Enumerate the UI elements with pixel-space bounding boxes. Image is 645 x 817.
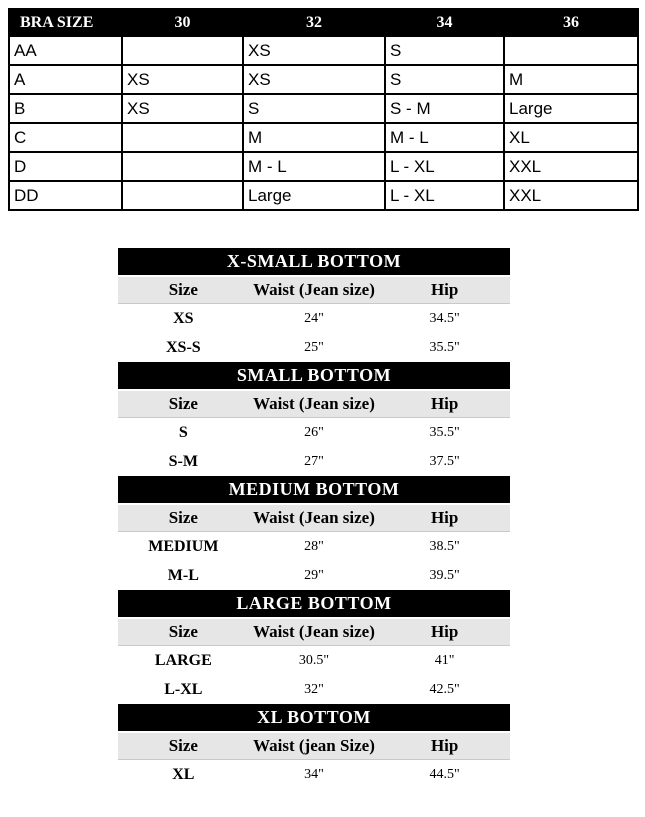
column-header-size: Size [168,280,198,299]
waist-cell: 34" [304,766,324,782]
table-row [118,447,510,476]
bra-row-c [9,123,638,152]
bra-size-header-32: 32 [243,9,385,36]
bottom-table-xsmall [118,248,510,362]
cup-label: A [9,65,122,94]
column-header-row [118,277,510,304]
table-title: MEDIUM BOTTOM [118,476,510,503]
table-row [118,418,510,447]
bra-size-header-label: BRA SIZE [9,9,122,36]
column-header-waist: Waist (Jean size) [253,394,375,413]
table-title: XL BOTTOM [118,704,510,731]
table-title: SMALL BOTTOM [118,362,510,389]
cup-label: D [9,152,122,181]
size-cell: S [243,94,385,123]
column-header-waist: Waist (jean Size) [253,736,375,755]
size-cell: XS [243,36,385,65]
size-cell: XS [173,309,194,327]
size-cell [122,152,243,181]
table-row [118,333,510,362]
hip-cell: 44.5" [429,766,460,782]
bottom-table-large [118,590,510,704]
cup-label: B [9,94,122,123]
column-header-row [118,505,510,532]
bra-size-header-34: 34 [385,9,504,36]
table-row [118,675,510,704]
size-cell: M - L [385,123,504,152]
bra-size-header-30: 30 [122,9,243,36]
size-cell: M [504,65,638,94]
bra-row-d [9,152,638,181]
column-header-row [118,391,510,418]
table-row [118,532,510,561]
waist-cell: 27" [304,453,324,469]
waist-cell: 29" [304,567,324,583]
waist-cell: 28" [304,538,324,554]
column-header-hip: Hip [430,394,459,413]
column-header-waist: Waist (Jean size) [253,280,375,299]
bra-size-header-row [9,9,638,36]
bottom-table-small [118,362,510,476]
column-header-hip: Hip [430,622,459,641]
hip-cell: 42.5" [429,681,460,697]
column-header-waist: Waist (Jean size) [253,508,375,527]
cup-label: DD [9,181,122,210]
table-title: X-SMALL BOTTOM [118,248,510,275]
bra-size-header-36: 36 [504,9,638,36]
size-cell: L - XL [385,181,504,210]
size-cell: XXL [504,181,638,210]
bottom-table-medium [118,476,510,590]
size-cell: XL [504,123,638,152]
cup-label: C [9,123,122,152]
hip-cell: 34.5" [429,310,460,326]
size-cell: S - M [385,94,504,123]
hip-cell: 38.5" [429,538,460,554]
column-header-size: Size [168,508,198,527]
size-cell: XXL [504,152,638,181]
size-cell: M-L [167,566,199,584]
column-header-size: Size [168,736,198,755]
hip-cell: 35.5" [429,424,460,440]
size-cell: MEDIUM [148,537,219,555]
size-cell: Large [504,94,638,123]
table-title: LARGE BOTTOM [118,590,510,617]
bottom-size-tables [118,248,510,789]
bottom-table-xl [118,704,510,789]
size-cell: XS [122,94,243,123]
waist-cell: 26" [304,424,324,440]
size-cell: Large [243,181,385,210]
table-row [118,561,510,590]
cup-label: AA [9,36,122,65]
size-cell: M [243,123,385,152]
column-header-hip: Hip [430,508,459,527]
size-cell [504,36,638,65]
table-row [118,646,510,675]
bra-row-b [9,94,638,123]
waist-cell: 30.5" [298,652,330,668]
bra-row-dd [9,181,638,210]
column-header-size: Size [168,622,198,641]
column-header-row [118,619,510,646]
bra-row-aa [9,36,638,65]
hip-cell: 37.5" [429,453,460,469]
size-cell: L-XL [164,680,203,698]
size-cell: L - XL [385,152,504,181]
column-header-waist: Waist (Jean size) [253,622,375,641]
size-cell: XS-S [165,338,201,356]
waist-cell: 25" [304,339,324,355]
size-cell: XL [172,765,195,783]
table-row [118,760,510,789]
column-header-hip: Hip [430,736,459,755]
bra-size-table [8,8,639,211]
size-cell: XS [122,65,243,94]
bra-row-a [9,65,638,94]
size-cell [122,181,243,210]
waist-cell: 32" [304,681,324,697]
size-cell: XS [243,65,385,94]
size-cell: S-M [168,452,198,470]
size-cell: LARGE [154,651,212,669]
size-cell: S [385,65,504,94]
size-cell: M - L [243,152,385,181]
table-row [118,304,510,333]
waist-cell: 24" [304,310,324,326]
size-cell: S [178,423,188,441]
hip-cell: 39.5" [429,567,460,583]
hip-cell: 35.5" [429,339,460,355]
size-cell [122,36,243,65]
column-header-size: Size [168,394,198,413]
size-cell: S [385,36,504,65]
hip-cell: 41" [434,652,455,668]
size-cell [122,123,243,152]
column-header-row [118,733,510,760]
column-header-hip: Hip [430,280,459,299]
